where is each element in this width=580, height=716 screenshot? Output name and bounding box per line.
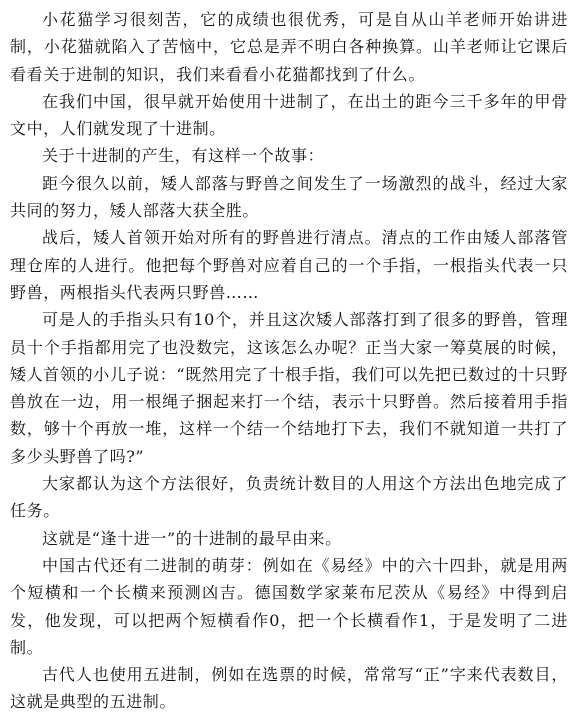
paragraph-quinary: 古代人也使用五进制，例如在选票的时候，常常写“正”字来代表数目，这就是典型的五进制。: [10, 665, 568, 712]
paragraph-battle: 距今很久以前，矮人部落与野兽之间发生了一场激烈的战斗，经过大家共同的努力，矮人部落大获全胜。: [10, 173, 568, 221]
paragraph-binary: 中国古代还有二进制的萌芽：例如在《易经》中的六十四卦，就是用两个短横和一个长横来预测凶吉。德国数学家莱布尼茨从《易经》中得到启发，他发现，可以把两个短横看作0，把一个长横看作1，于是发明了二进制。: [10, 555, 568, 657]
paragraph-origin: 这就是“逢十进一”的十进制的最早由来。: [42, 528, 342, 548]
paragraph-intro: 小花猫学习很刻苦，它的成绩也很优秀，可是自从山羊老师开始讲进制，小花猫就陷入了苦恼中，它总是弄不明白各种换算。山羊老师让它课后看看关于进制的知识，我们来看看小花猫都找到了什么。: [10, 10, 568, 84]
paragraph-success: 大家都认为这个方法很好，负责统计数目的人用这个方法出色地完成了任务。: [10, 474, 568, 521]
paragraph-ten-fingers: 可是人的手指头只有10个，并且这次矮人部落打到了很多的野兽，管理员十个手指都用完了也没数完，这该怎么办呢？正当大家一筹莫展的时候，矮人首领的小儿子说：“既然用完了十根手指，我们可以先把已数过的十只野兽放在一边，用一根绳子捆起来打一个结，表示十只野兽。然后接着用手指数，够十个再放一堆，这样一个结一个结地打下去，我们不就知道一共打了多少头野兽了吗?”: [10, 310, 568, 466]
paragraph-story-intro: 关于十进制的产生，有这样一个故事：: [42, 146, 325, 166]
paragraph-china-decimal: 在我们中国，很早就开始使用十进制了，在出土的距今三千多年的甲骨文中，人们就发现了十进制。: [10, 91, 568, 139]
paragraph-counting: 战后，矮人首领开始对所有的野兽进行清点。清点的工作由矮人部落管理仓库的人进行。他把每个野兽对应着自己的一个手指，一根指头代表一只野兽，两根指头代表两只野兽……: [10, 228, 568, 302]
